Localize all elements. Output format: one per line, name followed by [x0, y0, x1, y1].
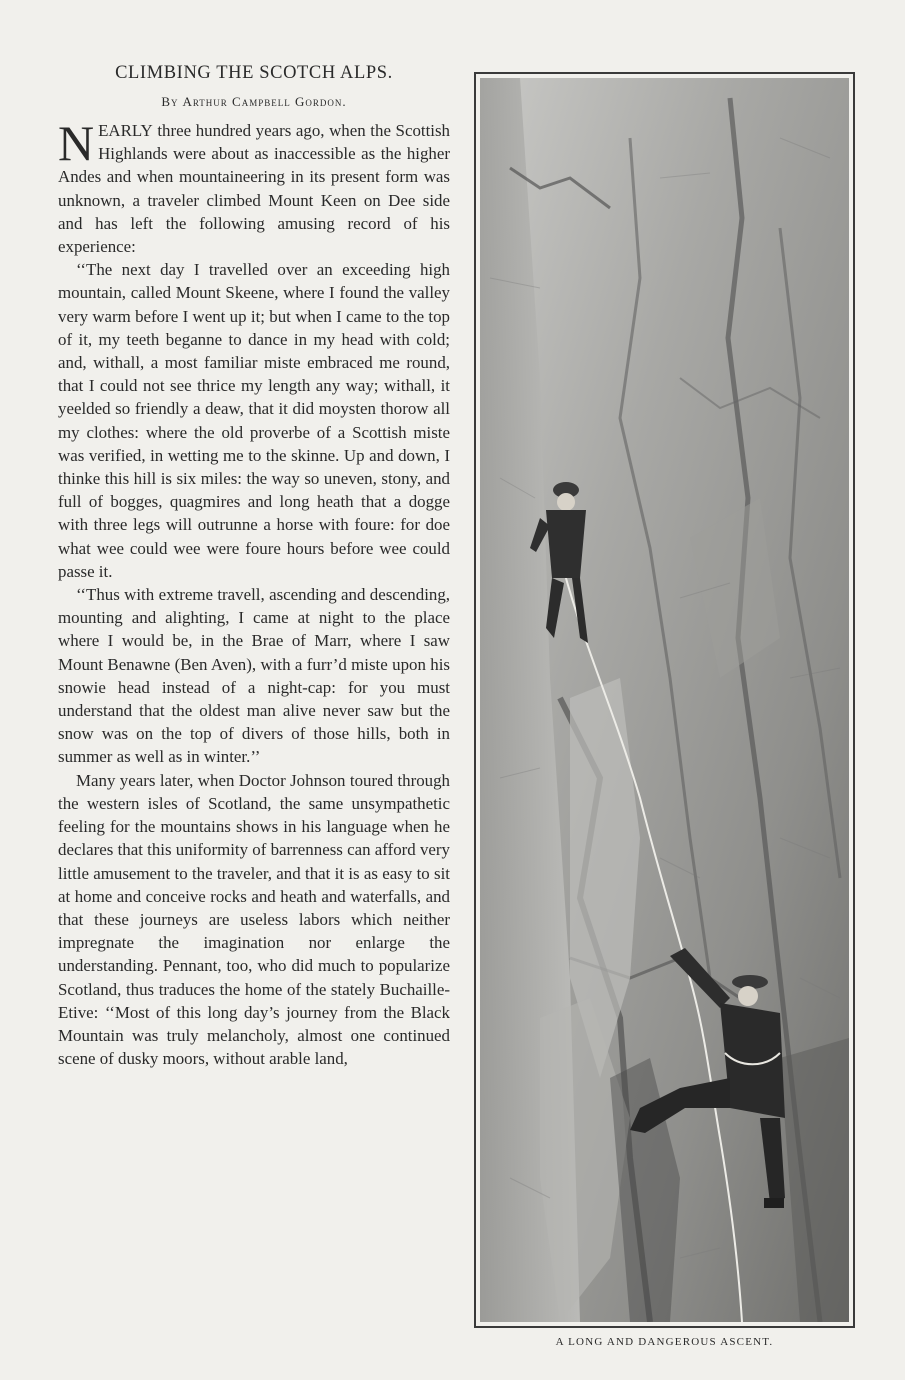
article-column — [58, 60, 450, 1070]
paragraph-2: ‘‘The next day I travelled over an exceeding high mountain, called Mount Skeene, where I found the valley very warm before I went up it; but when I came to the top of it, my teeth beganne to dance in my head with cold; and, withall, a most familiar miste embraced me round, that I could not see thrice my length any way; withall, it yeelded so friendly a deaw, that it did moysten thorow all my clothes: where the old proverbe of a Scottish miste was verified, in wetting me to the skinne. Up and down, I thinke this hill is six miles: the way so uneven, stony, and full of bogges, quagmires and long heath that a dogge with three legs will outrunne a horse with foure: for doe what wee could wee were foure hours before wee could passe it. — [58, 260, 450, 581]
drop-cap: N — [58, 115, 95, 171]
article-byline — [58, 94, 450, 111]
paragraph-3: ‘‘Thus with extreme travell, ascending and descending, mounting and alighting, I came at night to the place where I would be, in the Brae of Marr, where I saw Mount Benawne (Ben Aven), with a furr’d miste upon his snowie head instead of a night-cap: for you must understand that the oldest man alive never saw but the snow was on the top of divers of those hills, both in summer as well as in winter.’’ — [58, 585, 450, 767]
byline-author: Arthur Campbell Gordon. — [182, 94, 347, 109]
paragraph-4: Many years later, when Doctor Johnson toured through the western isles of Scotland, the same unsympathetic feeling for the mountains shows in his language when he declares that this uniformity of barrenness can afford very little amusement to the traveler, and that it is as easy to sit at home and conceive rocks and heath and waterfalls, and that these journeys are useless labors which neither impregnate the imagination nor enlarge the understanding. Pennant, too, who did much to popularize Scotland, thus traduces the home of the stately Buchaille-Etive: ‘‘Most of this long day’s journey from the Black Mountain was truly melancholy, almost one continued scene of dusky moors, without arable land, — [58, 770, 450, 1069]
paragraph-1-text: three hundred years ago, when the Scottish Highlands were about as inaccessible as the higher Andes and when mountaineering in its present form was unknown, a traveler climbed Mount Keen on Dee side and has left the following amusing record of his experience: — [58, 121, 450, 257]
paragraph-1 — [58, 115, 450, 258]
first-word: EARLY — [98, 121, 153, 140]
climbing-photo — [474, 72, 855, 1328]
byline-prefix: By — [161, 94, 179, 109]
article-title: CLIMBING THE SCOTCH ALPS. — [115, 63, 393, 83]
photo-caption: A LONG AND DANGEROUS ASCENT. — [555, 1336, 774, 1348]
rock-face-illustration — [480, 78, 849, 1322]
